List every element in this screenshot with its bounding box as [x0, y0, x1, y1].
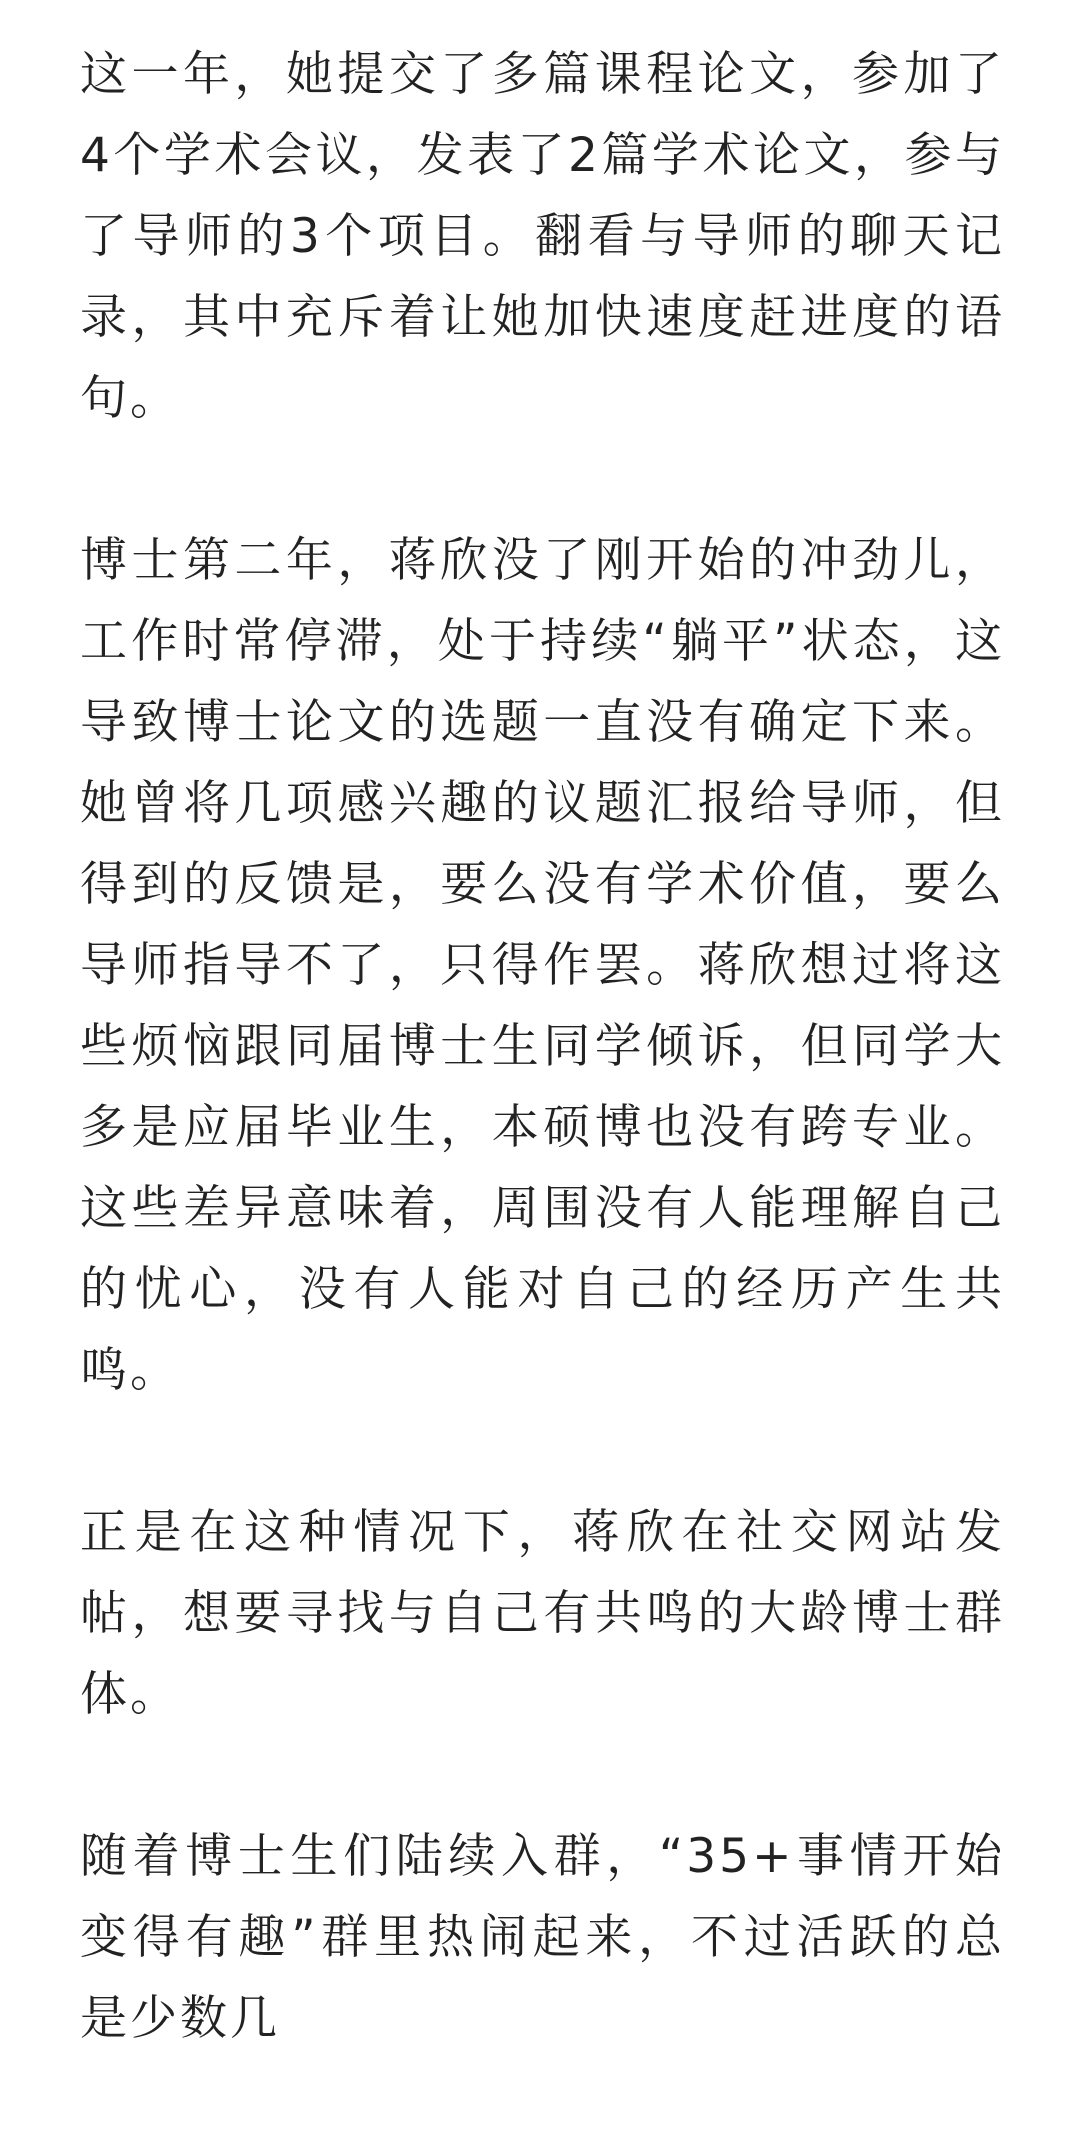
paragraph-1: 这一年，她提交了多篇课程论文，参加了4个学术会议，发表了2篇学术论文，参与了导师的3个项目。翻看与导师的聊天记录，其中充斥着让她加快速度赶进度的语句。	[80, 47, 1005, 426]
paragraph-4: 随着博士生们陆续入群，“35+事情开始变得有趣”群里热闹起来，不过活跃的总是少数几	[80, 1829, 1005, 2046]
paragraph-2: 博士第二年，蒋欣没了刚开始的冲劲儿，工作时常停滞，处于持续“躺平”状态，这导致博士论文的选题一直没有确定下来。她曾将几项感兴趣的议题汇报给导师，但得到的反馈是，要么没有学术价值，要么导师指导不了，只得作罢。蒋欣想过将这些烦恼跟同届博士生同学倾诉，但同学大多是应届毕业生，本硕博也没有跨专业。这些差异意味着，周围没有人能理解自己的忧心，没有人能对自己的经历产生共鸣。	[80, 533, 1005, 1398]
article-body	[80, 34, 1005, 2140]
paragraph-3: 正是在这种情况下，蒋欣在社交网站发帖，想要寻找与自己有共鸣的大龄博士群体。	[80, 1505, 1005, 1722]
